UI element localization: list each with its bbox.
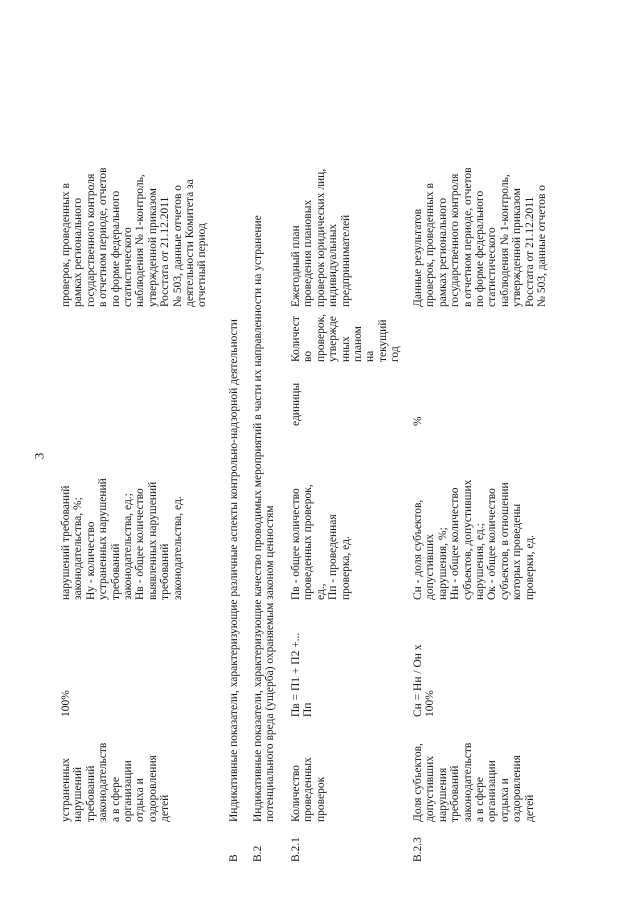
indicator-formula: 100% [60, 690, 72, 717]
indicator-source: Данные результатов проверок, проведенных в рамках регионального государственного контроля в отчетном периоде, отчетов по форме федерального статистического наблюдения № 1-контроль, утвержденной приказом Росстата от 21.12.2011 № 503, данные отчетов о [412, 167, 549, 307]
rotated-table [60, 42, 580, 862]
indicator-name: устраненных нарушений требований законодательств а в сфере организации отдыха и оздоровления детей [60, 742, 172, 822]
indicator-definition: Пв - общее количество проведенных проверок, ед., Пп - проведенная проверка, ед. [290, 484, 352, 600]
subsection-heading: Индикативные показатели, характеризующие качество проводимых мероприятий в части их направленности на устранение потенциального вреда (ущерба) охраняемым законом ценностям [252, 215, 277, 822]
row-code: В.2.3 [412, 837, 424, 862]
indicator-definition: нарушений требований законодательства, %; Ну - количество устраненных нарушений требований законодательства, ед.; Нв - общее количество выявленных нарушений требований законодательства, ед. [60, 478, 184, 600]
indicator-unit: единицы [290, 382, 302, 426]
indicator-source: Ежегодный план проведения плановых проверок юридических лиц, индивидуальных предпринимателей [290, 168, 352, 307]
subsection-code: В.2 [252, 845, 264, 862]
row-code: В.2.1 [290, 837, 302, 862]
indicator-name: Количество проведенных проверок [290, 757, 327, 822]
section-code: В [228, 854, 240, 862]
indicator-source: проверок, проведенных в рамках регионального государственного контроля в отчетном периоде, отчетов по форме федерального статистического наблюдения № 1-контроль, утвержденной приказом Росстата от 21.12.2011 № 503, данные отчетов о деятельности Комитета за отчетный период [60, 167, 209, 307]
indicator-formula: Пв = П1 + П2 +... Пп [290, 632, 315, 717]
indicator-definition: Сн - доля субъектов, допустивших нарушения, %; Нн - общее количество субъектов, допустивших нарушения, ед.; Ок - общее количество субъектов, в отношении которых проведены проверки, ед. [412, 479, 536, 600]
indicator-schedule: Количест во проверок, утвержде нных планом на текущий год [290, 313, 402, 362]
indicator-unit: % [412, 416, 424, 426]
indicator-name: Доля субъектов, допустивших нарушения требований законодательств а в сфере организации отдыха и оздоровления детей [412, 742, 536, 822]
section-heading: Индикативные показатели, характеризующие различные аспекты контрольно-надзорной деятельности [228, 319, 240, 822]
page-number: 3 [31, 452, 47, 460]
indicator-formula: Сн = Нн / Он х 100% [412, 644, 437, 717]
